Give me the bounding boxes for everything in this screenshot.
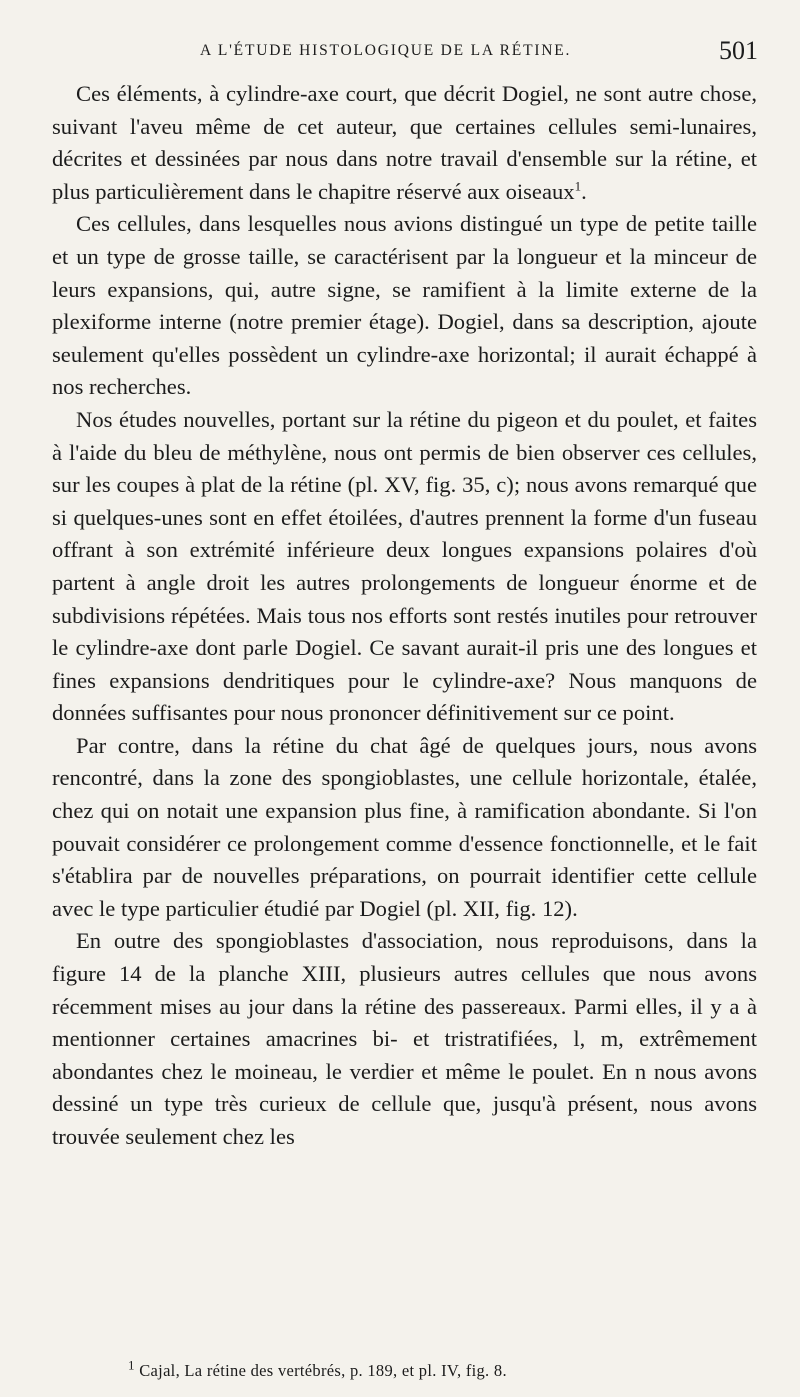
page-header [0,34,800,68]
footnote-mark: 1 [128,1357,135,1373]
paragraph [52,78,757,208]
paragraph: Ces cellules, dans lesquelles nous avions distingué un type de petite taille et un type de grosse taille, se caractérisent par la longueur et la minceur de leurs expansions, qui, autre signe, se ramifient à la limite externe de la plexiforme interne (notre premier étage). Dogiel, dans sa description, ajoute seulement qu'elles possèdent un cylindre-axe horizontal; il aurait échappé à nos recherches. [52,211,757,400]
running-title: A L'ÉTUDE HISTOLOGIQUE DE LA RÉTINE. [200,42,572,59]
footnote-reference: 1 [574,178,582,194]
body-text [52,78,757,1154]
paragraph: Par contre, dans la rétine du chat âgé de quelques jours, nous avons rencontré, dans la zone des spongioblastes, une cellule horizontale, étalée, chez qui on notait une expansion plus fine, à ramification abondante. Si l'on pouvait considérer ce prolongement comme d'essence fonctionnelle, et le fait s'établira par de nouvelles préparations, on pourrait identifier cette cellule avec le type particulier étudié par Dogiel (pl. XII, fig. 12). [52,732,757,921]
footnote [128,1357,507,1381]
footnote-text: Cajal, La rétine des vertébrés, p. 189, et pl. IV, fig. 8. [139,1361,507,1380]
paragraph-text: Ces éléments, à cylindre-axe court, que décrit Dogiel, ne sont autre chose, suivant l'aveu même de cet auteur, que certaines cellules semi-lunaires, décrites et dessinées par nous dans notre travail d'ensemble sur la rétine, et plus particulièrement dans le chapitre réservé aux oiseaux [52,81,757,204]
paragraph: Nos études nouvelles, portant sur la rétine du pigeon et du poulet, et faites à l'aide du bleu de méthylène, nous ont permis de bien observer ces cellules, sur les coupes à plat de la rétine (pl. XV, fig. 35, c); nous avons remarqué que si quelques-unes sont en effet étoilées, d'autres prennent la forme d'un fuseau offrant à son extrémité inférieure deux longues expansions polaires d'où partent à angle droit les autres prolongements de longueur énorme et de subdivisions répétées. Mais tous nos efforts sont restés inutiles pour retrouver le cylindre-axe dont parle Dogiel. Ce savant aurait-il pris une des longues et fines expansions dendritiques pour le cylindre-axe? Nous manquons de données suffisantes pour nous prononcer définitivement sur ce point. [52,406,757,726]
page-number: 501 [719,36,758,65]
paragraph-end: . [581,178,587,204]
paragraph: En outre des spongioblastes d'association, nous reproduisons, dans la figure 14 de la planche XIII, plusieurs autres cellules que nous avons récemment mises au jour dans la rétine des passereaux. Parmi elles, il y a à mentionner certaines amacrines bi- et tristratifiées, l, m, extrêmement abondantes chez le moineau, le verdier et même le poulet. En n nous avons dessiné un type très curieux de cellule que, jusqu'à présent, nous avons trouvée seulement chez les [52,928,757,1149]
